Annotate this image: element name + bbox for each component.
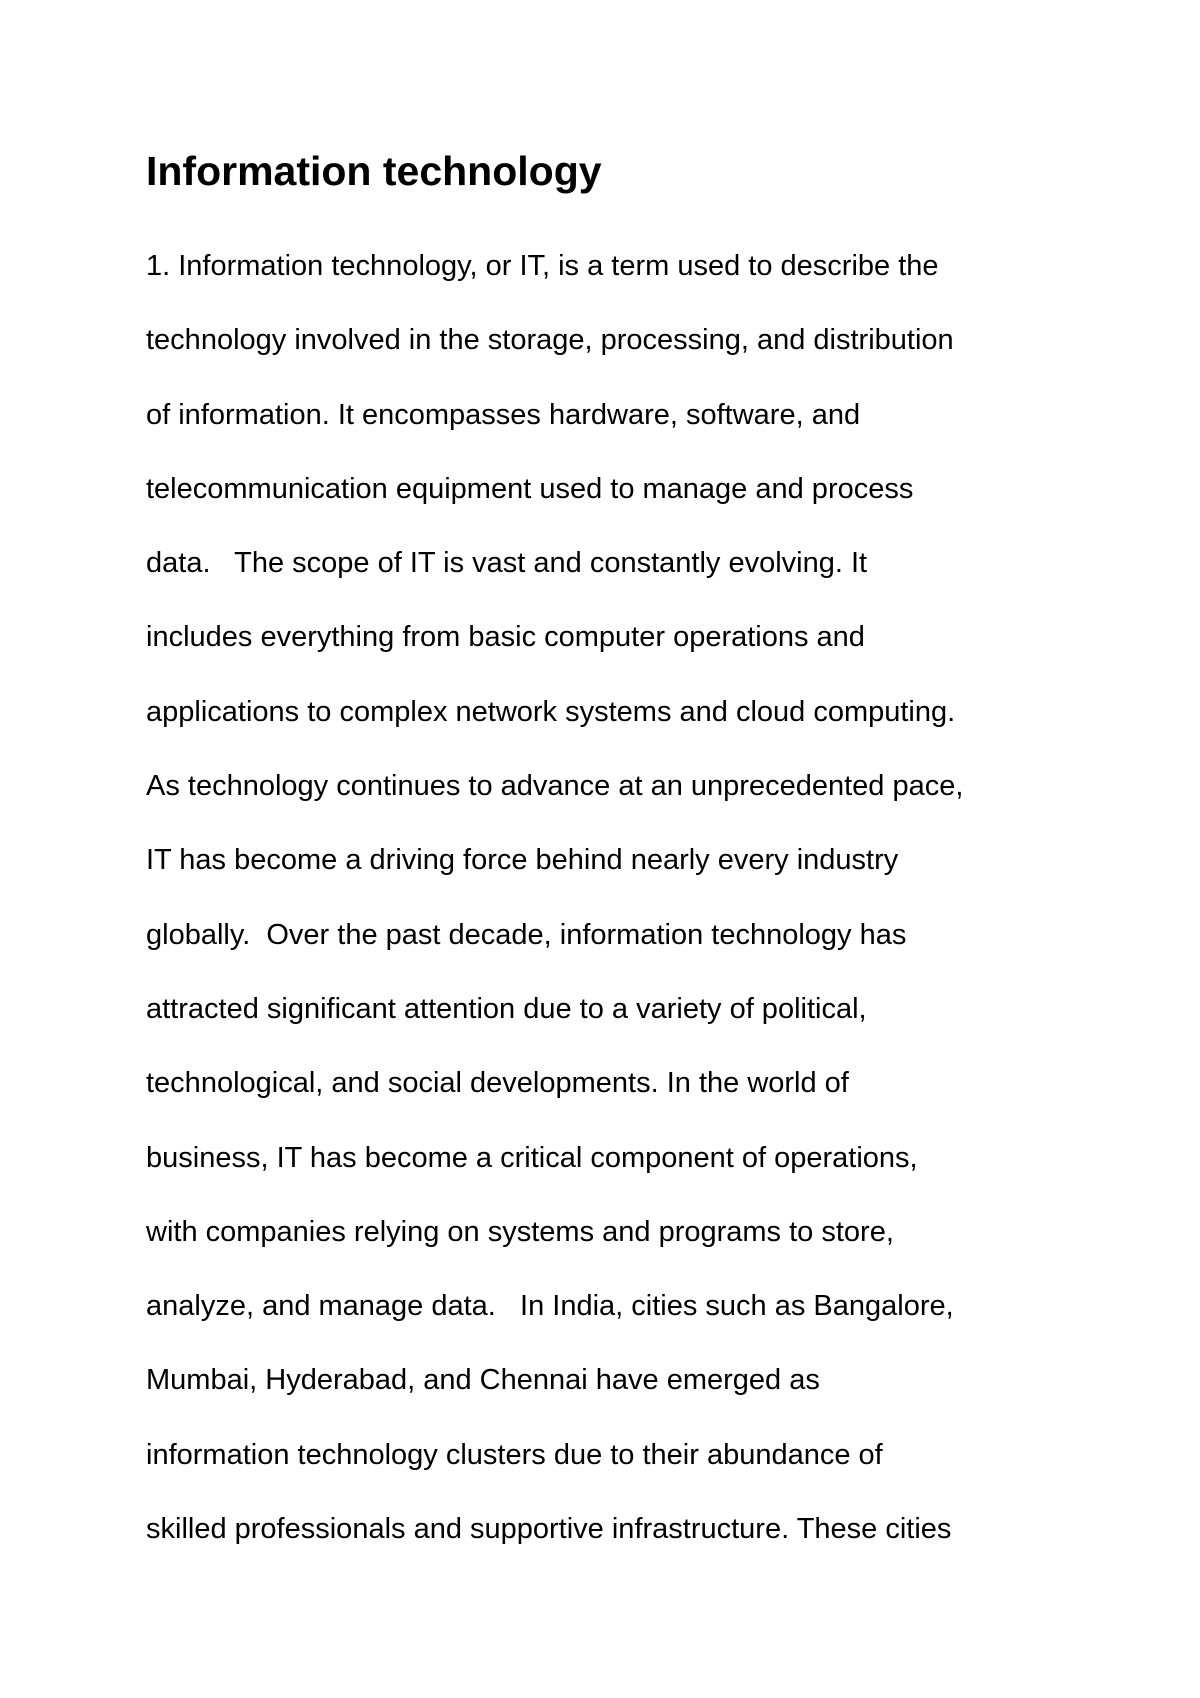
body-line: telecommunication equipment used to manage and process xyxy=(146,472,914,505)
body-line: IT has become a driving force behind nearly every industry xyxy=(146,844,899,877)
body-line: with companies relying on systems and programs to store, xyxy=(146,1215,894,1248)
body-line: Mumbai, Hyderabad, and Chennai have emerged as xyxy=(146,1364,820,1397)
body-line: applications to complex network systems and cloud computing. xyxy=(146,695,956,728)
body-line: information technology clusters due to their abundance of xyxy=(146,1438,883,1471)
body-line: As technology continues to advance at an unprecedented pace, xyxy=(146,770,964,803)
body-line: 1. Information technology, or IT, is a term used to describe the xyxy=(146,250,939,282)
document-title: Information technology xyxy=(146,148,602,194)
body-line: includes everything from basic computer operations and xyxy=(146,621,865,654)
body-line: business, IT has become a critical component of operations, xyxy=(146,1141,918,1174)
document-body xyxy=(146,242,963,1579)
body-line: technological, and social developments. In the world of xyxy=(146,1067,849,1100)
body-line: analyze, and manage data. In India, cities such as Bangalore, xyxy=(146,1290,954,1323)
body-line: technology involved in the storage, processing, and distribution xyxy=(146,324,954,357)
body-line: data. The scope of IT is vast and constantly evolving. It xyxy=(146,547,868,580)
body-line: of information. It encompasses hardware, software, and xyxy=(146,398,861,431)
body-line: attracted significant attention due to a variety of political, xyxy=(146,992,867,1025)
body-line: globally. Over the past decade, information technology has xyxy=(146,918,907,951)
body-line: skilled professionals and supportive infrastructure. These cities xyxy=(146,1513,952,1546)
